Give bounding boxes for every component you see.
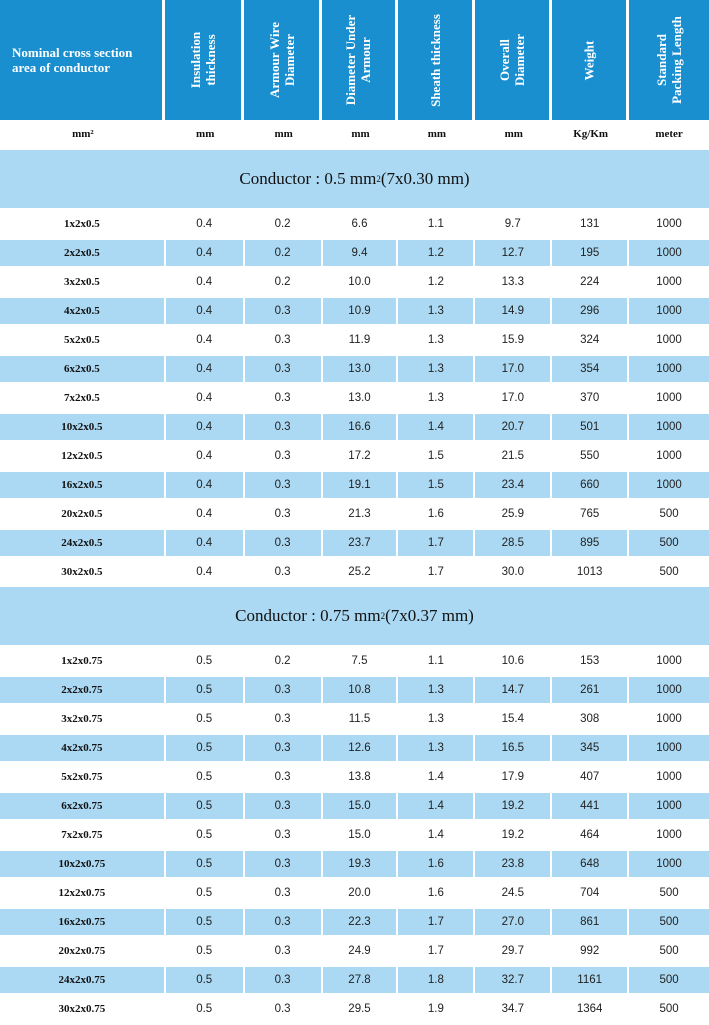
table-cell: 15.4 [501,713,524,725]
table-cell: 27.8 [323,967,397,993]
table-cell: 0.4 [196,334,213,346]
table-cell: 261 [552,677,627,703]
table-cell: 0.4 [196,218,213,230]
table-row [0,735,709,761]
table-cell: 1.5 [427,450,444,462]
table-cell: 14.9 [475,298,550,324]
table-cell: 1000 [629,356,709,382]
table-cell: 28.5 [475,530,550,556]
table-row [0,938,709,964]
column-header [552,0,626,120]
table-cell: 21.5 [501,450,524,462]
table-cell: 0.5 [196,829,213,841]
column-header-label: Insulation thickness [188,31,218,89]
table-cell: 0.2 [245,240,321,266]
table-cell: 0.3 [245,793,321,819]
column-header [244,0,319,120]
table-cell: 0.5 [166,909,243,935]
table-cell: 29.7 [501,945,524,957]
table-cell: 0.3 [274,334,291,346]
table-cell: 1.5 [398,472,473,498]
table-cell: 12.7 [475,240,550,266]
table-cell: 1.6 [427,508,444,520]
table-cell: 22.3 [323,909,397,935]
cable-size-cell: 24x2x0.5 [0,530,164,556]
table-cell: 153 [580,655,600,667]
table-row [0,967,709,993]
column-header-label: Overall Diameter [497,34,527,86]
table-cell: 16.6 [323,414,397,440]
column-header-label: Nominal cross section area of conductor [12,45,133,75]
table-cell: 407 [580,771,600,783]
table-cell: 500 [659,566,679,578]
table-row [0,211,709,237]
cable-size-cell: 6x2x0.5 [0,356,164,382]
table-cell: 500 [629,967,709,993]
cable-size-cell: 5x2x0.75 [61,771,103,783]
table-cell: 0.5 [196,1003,213,1015]
table-cell: 1000 [656,218,682,230]
column-header [322,0,395,120]
table-cell: 10.0 [348,276,371,288]
cable-size-cell: 10x2x0.75 [0,851,164,877]
table-cell: 0.3 [274,566,291,578]
cable-size-cell: 30x2x0.75 [58,1003,106,1015]
column-header-label: Armour Wire Diameter [266,22,297,98]
table-cell: 11.9 [348,334,371,346]
table-cell: 10.9 [323,298,397,324]
table-cell: 500 [659,1003,679,1015]
table-cell: 0.3 [245,967,321,993]
table-cell: 0.2 [274,218,291,230]
unit-label: mm [504,127,523,140]
table-cell: 1.7 [427,945,444,957]
table-cell: 17.9 [501,771,524,783]
table-cell: 1.2 [427,276,444,288]
cable-size-cell: 1x2x0.75 [61,655,103,667]
table-cell: 1000 [629,677,709,703]
cable-size-cell: 12x2x0.75 [58,887,106,899]
table-cell: 23.7 [323,530,397,556]
table-cell: 29.5 [348,1003,371,1015]
table-cell: 1.2 [398,240,473,266]
table-cell: 1161 [552,967,627,993]
section-title-0.5mm: Conductor : 0.5 mm 2 (7x0.30 mm) [0,150,709,208]
table-cell: 13.0 [348,392,371,404]
table-cell: 0.3 [245,909,321,935]
table-cell: 16.5 [475,735,550,761]
table-cell: 9.4 [323,240,397,266]
table-cell: 0.3 [274,392,291,404]
table-cell: 1.8 [398,967,473,993]
cable-size-cell: 1x2x0.5 [64,218,100,230]
table-cell: 0.5 [166,735,243,761]
column-header-label: Standard Packing Length [654,16,685,104]
table-cell: 23.4 [475,472,550,498]
table-cell: 19.2 [475,793,550,819]
table-cell: 1000 [629,414,709,440]
table-cell: 25.9 [501,508,524,520]
table-cell: 0.4 [166,356,243,382]
table-cell: 1000 [629,472,709,498]
table-cell: 0.3 [274,945,291,957]
table-row [0,240,709,266]
rows-0.75mm [0,648,709,1025]
table-cell: 1364 [576,1003,603,1015]
table-cell: 1000 [629,298,709,324]
column-header-label: Weight [581,40,597,80]
table-cell: 1000 [629,851,709,877]
table-cell: 1.6 [398,851,473,877]
table-cell: 324 [580,334,600,346]
table-cell: 308 [580,713,600,725]
table-cell: 195 [552,240,627,266]
table-cell: 0.3 [274,771,291,783]
table-cell: 1000 [656,829,682,841]
table-cell: 7.5 [351,655,368,667]
table-cell: 1.3 [398,298,473,324]
table-cell: 0.2 [274,276,291,288]
table-cell: 15.0 [348,829,371,841]
unit-label: mm [351,127,370,140]
table-cell: 1000 [629,240,709,266]
table-cell: 0.4 [196,508,213,520]
table-cell: 13.3 [501,276,524,288]
table-cell: 1.4 [427,771,444,783]
table-cell: 0.3 [274,508,291,520]
table-cell: 1.3 [427,713,444,725]
table-cell: 1.1 [427,218,444,230]
table-cell: 500 [659,945,679,957]
cable-size-cell: 16x2x0.5 [0,472,164,498]
table-row [0,677,709,703]
table-row [0,559,709,585]
table-cell: 12.6 [323,735,397,761]
table-row [0,327,709,353]
table-cell: 1.4 [398,414,473,440]
table-cell: 0.2 [274,655,291,667]
table-header [0,0,709,120]
column-header-label: Diameter Under Armour [343,14,374,106]
table-cell: 345 [552,735,627,761]
table-row [0,356,709,382]
table-cell: 1.4 [398,793,473,819]
table-cell: 354 [552,356,627,382]
column-header-label: Sheath thickness [427,13,443,107]
table-cell: 17.0 [501,392,524,404]
table-row [0,648,709,674]
cable-size-cell: 5x2x0.5 [64,334,100,346]
table-cell: 370 [580,392,600,404]
unit-label: mm [274,127,293,140]
table-cell: 10.6 [501,655,524,667]
cable-size-cell: 24x2x0.75 [0,967,164,993]
table-cell: 0.4 [166,472,243,498]
table-cell: 1.4 [427,829,444,841]
cable-size-cell: 30x2x0.5 [61,566,103,578]
table-row [0,472,709,498]
table-cell: 20.7 [475,414,550,440]
table-cell: 9.7 [504,218,521,230]
table-cell: 1000 [656,450,682,462]
table-cell: 0.3 [274,713,291,725]
table-cell: 131 [580,218,600,230]
rows-0.5mm [0,211,709,588]
table-cell: 1.3 [427,392,444,404]
table-cell: 704 [580,887,600,899]
table-cell: 13.8 [348,771,371,783]
table-cell: 1000 [656,334,682,346]
units-row [0,120,709,147]
table-cell: 1.3 [427,334,444,346]
table-row [0,793,709,819]
table-cell: 224 [580,276,600,288]
table-cell: 992 [580,945,600,957]
table-cell: 23.8 [475,851,550,877]
table-cell: 0.3 [274,450,291,462]
table-cell: 0.5 [166,851,243,877]
cable-size-cell: 2x2x0.75 [0,677,164,703]
table-cell: 550 [580,450,600,462]
table-cell: 10.8 [323,677,397,703]
table-cell: 0.3 [245,530,321,556]
column-header [398,0,472,120]
table-cell: 0.3 [245,735,321,761]
table-cell: 0.4 [196,276,213,288]
table-cell: 500 [629,530,709,556]
table-cell: 1.7 [398,530,473,556]
table-cell: 1000 [656,655,682,667]
table-cell: 24.5 [501,887,524,899]
table-row [0,530,709,556]
cable-size-cell: 4x2x0.75 [0,735,164,761]
table-cell: 1.3 [398,356,473,382]
table-cell: 0.4 [196,566,213,578]
unit-label: mm [427,127,447,140]
table-row [0,909,709,935]
table-cell: 0.4 [166,414,243,440]
table-cell: 0.5 [196,887,213,899]
table-cell: 1.1 [427,655,444,667]
table-row [0,996,709,1022]
cable-size-cell: 16x2x0.75 [0,909,164,935]
table-row [0,764,709,790]
cable-size-cell: 20x2x0.5 [61,508,103,520]
table-cell: 0.5 [166,793,243,819]
column-header [165,0,241,120]
table-row [0,414,709,440]
table-cell: 15.9 [501,334,524,346]
column-header [475,0,549,120]
table-cell: 660 [552,472,627,498]
cable-size-cell: 7x2x0.75 [61,829,103,841]
table-row [0,298,709,324]
table-cell: 1000 [656,276,682,288]
table-cell: 861 [552,909,627,935]
table-cell: 20.0 [348,887,371,899]
table-cell: 0.3 [274,887,291,899]
table-cell: 500 [629,909,709,935]
column-header [0,0,162,120]
table-cell: 0.5 [196,713,213,725]
section-title-0.75mm: Conductor : 0.75 mm 2 (7x0.37 mm) [0,587,709,645]
cable-size-cell: 12x2x0.5 [61,450,103,462]
table-row [0,269,709,295]
table-cell: 1.7 [427,566,444,578]
table-cell: 1.9 [427,1003,444,1015]
table-cell: 30.0 [501,566,524,578]
table-cell: 0.5 [196,655,213,667]
table-cell: 19.2 [501,829,524,841]
unit-label: mm [196,127,215,140]
table-cell: 0.4 [196,450,213,462]
table-cell: 0.5 [196,771,213,783]
table-row [0,706,709,732]
cable-size-cell: 3x2x0.5 [64,276,100,288]
table-cell: 1013 [576,566,603,578]
table-cell: 1000 [656,713,682,725]
table-cell: 0.3 [245,298,321,324]
table-row [0,501,709,527]
table-cell: 296 [552,298,627,324]
table-cell: 24.9 [348,945,371,957]
table-cell: 0.5 [196,945,213,957]
column-header [629,0,709,120]
unit-label: meter [655,127,683,140]
table-cell: 500 [659,887,679,899]
table-row [0,443,709,469]
table-cell: 13.0 [323,356,397,382]
table-row [0,851,709,877]
table-cell: 1.3 [398,677,473,703]
table-cell: 19.3 [323,851,397,877]
table-cell: 27.0 [475,909,550,935]
cable-size-cell: 7x2x0.5 [64,392,100,404]
table-cell: 11.5 [348,713,371,725]
table-cell: 14.7 [475,677,550,703]
table-cell: 0.3 [245,472,321,498]
table-cell: 0.4 [166,298,243,324]
table-cell: 1.6 [427,887,444,899]
table-cell: 17.2 [348,450,371,462]
table-cell: 1000 [629,735,709,761]
cable-size-cell: 2x2x0.5 [0,240,164,266]
table-cell: 0.3 [245,356,321,382]
table-cell: 441 [552,793,627,819]
table-row [0,880,709,906]
table-cell: 500 [659,508,679,520]
cable-size-cell: 10x2x0.5 [0,414,164,440]
table-row [0,385,709,411]
table-row [0,822,709,848]
table-cell: 765 [580,508,600,520]
table-cell: 1.7 [398,909,473,935]
table-cell: 0.4 [196,392,213,404]
table-cell: 895 [552,530,627,556]
table-cell: 0.3 [245,677,321,703]
cable-size-cell: 3x2x0.75 [61,713,103,725]
table-cell: 0.3 [245,414,321,440]
table-cell: 17.0 [475,356,550,382]
unit-label: Kg/Km [573,127,609,140]
table-cell: 25.2 [348,566,371,578]
table-cell: 0.4 [166,240,243,266]
table-cell: 1000 [656,771,682,783]
table-cell: 21.3 [348,508,371,520]
table-cell: 0.3 [274,829,291,841]
table-cell: 1.3 [398,735,473,761]
table-cell: 501 [552,414,627,440]
table-cell: 15.0 [323,793,397,819]
table-cell: 0.4 [166,530,243,556]
table-cell: 1000 [629,793,709,819]
table-cell: 19.1 [323,472,397,498]
table-cell: 0.3 [274,1003,291,1015]
table-cell: 32.7 [475,967,550,993]
unit-label: mm² [72,127,94,140]
table-cell: 464 [580,829,600,841]
cable-size-cell: 6x2x0.75 [0,793,164,819]
cable-size-cell: 20x2x0.75 [58,945,106,957]
table-cell: 0.3 [245,851,321,877]
cable-size-cell: 4x2x0.5 [0,298,164,324]
table-cell: 6.6 [351,218,368,230]
table-cell: 34.7 [501,1003,524,1015]
table-cell: 1000 [656,392,682,404]
table-cell: 0.5 [166,967,243,993]
table-cell: 0.5 [166,677,243,703]
table-cell: 648 [552,851,627,877]
